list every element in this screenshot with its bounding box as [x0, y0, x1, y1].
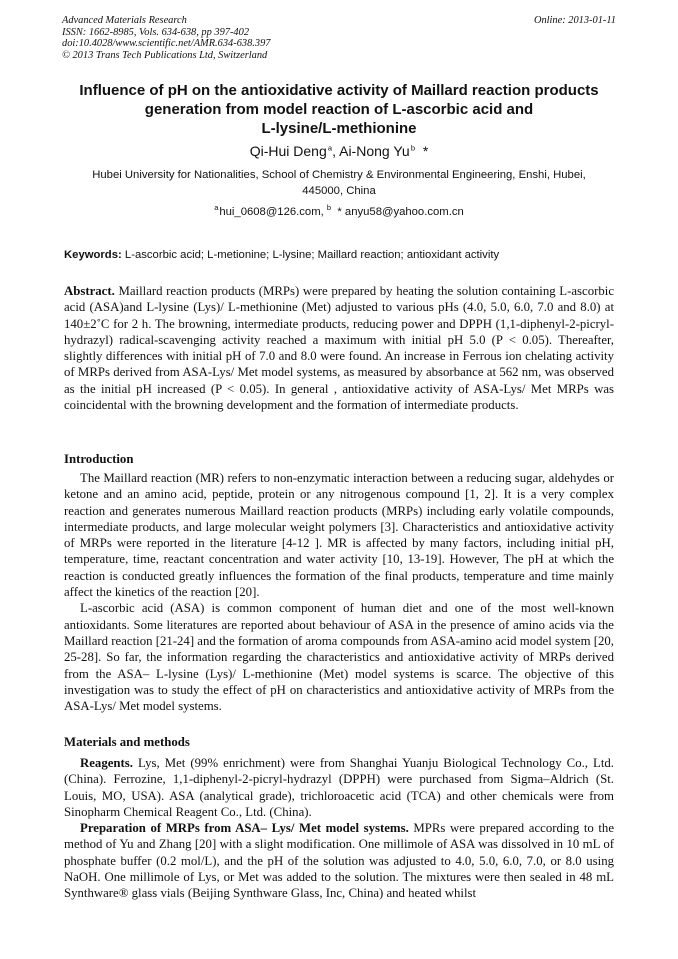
- email-b[interactable]: * anyu58@yahoo.com.cn: [337, 206, 464, 218]
- abstract-label: Abstract.: [64, 284, 115, 298]
- corresponding-star: *: [422, 143, 429, 159]
- affiliation-line-1: Hubei University for Nationalities, School of Chemistry & Environmental Engineering, Enshi, Hubei,: [92, 169, 586, 181]
- reagents-label: Reagents.: [80, 756, 133, 770]
- introduction-paragraph-2: L-ascorbic acid (ASA) is common component of human diet and one of the most well-known antioxidants. Some literatures are reported about behaviour of ASA in the presence of amino acids via the Maillard reaction [21-24] and the formation of aroma compounds from ASA-amino acid model system [20, 25-28]. So far, the information regarding the characteristics and antioxidative activity of MRPs derived from the ASA– L-lysine (Lys)/ L-methionine (Met) model systems is scarce. The objective of this investigation was to study the effect of pH on characteristics and antioxidative activity of MRPs from the ASA-Lys/ Met model systems.: [64, 601, 614, 714]
- affiliation: [50, 168, 628, 200]
- methods-body: [64, 755, 614, 902]
- issn-line: ISSN: 1662-8985, Vols. 634-638, pp 397-402: [62, 26, 250, 38]
- introduction-heading: Introduction: [64, 452, 134, 466]
- introduction-paragraph-1: The Maillard reaction (MR) refers to non-enzymatic interaction between a reducing sugar, aldehydes or ketone and an amino acid, peptide, protein or any nitrogenous compound [1, 2]. It is a very complex reaction and generates numerous Maillard reaction products (MRPs) including early volatile compounds, intermediate products, and large molecular weight polymers [3]. Characteristics and antioxidative activity of MRPs were reported in the literature [4-12 ]. MR is affected by many factors, including initial pH, temperature, time, reactant concentration and water activity [10, 13-19]. However, The pH at which the reaction is conducted greatly influences the formation of the final products, temperature and time mainly affect the kinetics of the reaction [20].: [64, 471, 614, 600]
- preparation-text: MPRs were prepared according to the method of Yu and Zhang [20] with a slight modification. One millimole of ASA was dissolved in 10 mL of phosphate buffer (0.2 mol/L), and the pH of the solution was adjusted to 4.0, 5.0, 6.0, 7.0, or 8.0 using NaOH. One millimole of Lys, or Met was added to the solution. The mixtures were then sealed in 48 mL Synthware® glass vials (Beijing Synthware Glass, Inc, China) and heated whilst: [64, 821, 614, 901]
- introduction-body: [64, 470, 614, 714]
- preparation-paragraph: [64, 820, 614, 901]
- email-a[interactable]: hui_0608@126.com,: [219, 206, 327, 218]
- author-list: [50, 143, 628, 160]
- email-sup-a: a: [214, 203, 219, 213]
- doi-line: doi:10.4028/www.scientific.net/AMR.634-638.397: [62, 38, 271, 50]
- keywords-label: Keywords:: [64, 249, 122, 261]
- keywords: [64, 248, 624, 263]
- journal-header: [62, 15, 622, 61]
- copyright-line: © 2013 Trans Tech Publications Ltd, Switzerland: [62, 49, 268, 61]
- author-name-2: Ai-Nong Yu: [339, 143, 410, 159]
- online-date: Online: 2013-01-11: [533, 15, 616, 26]
- email-sup-b: b: [326, 203, 332, 213]
- author-sup-1: a: [327, 143, 333, 153]
- reagents-text: Lys, Met (99% enrichment) were from Shanghai Yuanju Biological Technology Co., Ltd. (China). Ferrozine, 1,1-diphenyl-2-picryl-hydrazyl (DPPH) were purchased from Sigma–Aldrich (St. Louis, MO, USA). ASA (analytical grade), trichloroacetic acid (TCA) and other chemicals were from Sinopharm Chemical Reagent Co., Ltd. (China).: [64, 756, 614, 819]
- author-sup-2: b: [410, 143, 416, 153]
- preparation-label: Preparation of MRPs from ASA– Lys/ Met model systems.: [80, 821, 409, 836]
- title-line-3: L-lysine/L-methionine: [261, 119, 417, 137]
- author-separator: ,: [332, 143, 340, 159]
- abstract: [64, 283, 614, 413]
- keywords-text: L-ascorbic acid; L-metionine; L-lysine; Maillard reaction; antioxidant activity: [124, 249, 500, 261]
- reagents-paragraph: [64, 755, 614, 820]
- abstract-text: Maillard reaction products (MRPs) were prepared by heating the solution containing L-ascorbic acid (ASA)and L-lysine (Lys)/ L-methionine (Met) adjusted to various pHs (4.0, 5.0, 6.0, 7.0 and 8.0) at 140±2˚C for 2 h. The browning, intermediate products, reducing power and DPPH (1,1-diphenyl-2-picryl-hydrazyl) radical-scavenging activity reached a maximum with initial pH 5.0 (P < 0.05). Thereafter, slightly differences with initial pH of 7.0 and 8.0 were found. An increase in Ferrous ion chelating activity of MRPs derived from ASA-Lys/ Met model systems, as measured by absorbance at 562 nm, was observed as the initial pH increased (P < 0.05). In general , antioxidative activity of ASA-Lys/ Met MRPs was coincidental with the browning development and the formation of intermediate products.: [64, 284, 614, 413]
- paper-title: [50, 82, 628, 138]
- title-line-1: Influence of pH on the antioxidative activity of Maillard reaction products: [79, 82, 599, 99]
- email-line: [50, 205, 628, 220]
- methods-heading: Materials and methods: [64, 735, 190, 749]
- author-name-1: Qi-Hui Deng: [249, 143, 327, 159]
- affiliation-line-2: 445000, China: [302, 184, 376, 197]
- journal-name: Advanced Materials Research: [62, 15, 187, 26]
- title-line-2: generation from model reaction of L-ascorbic acid and: [144, 100, 534, 118]
